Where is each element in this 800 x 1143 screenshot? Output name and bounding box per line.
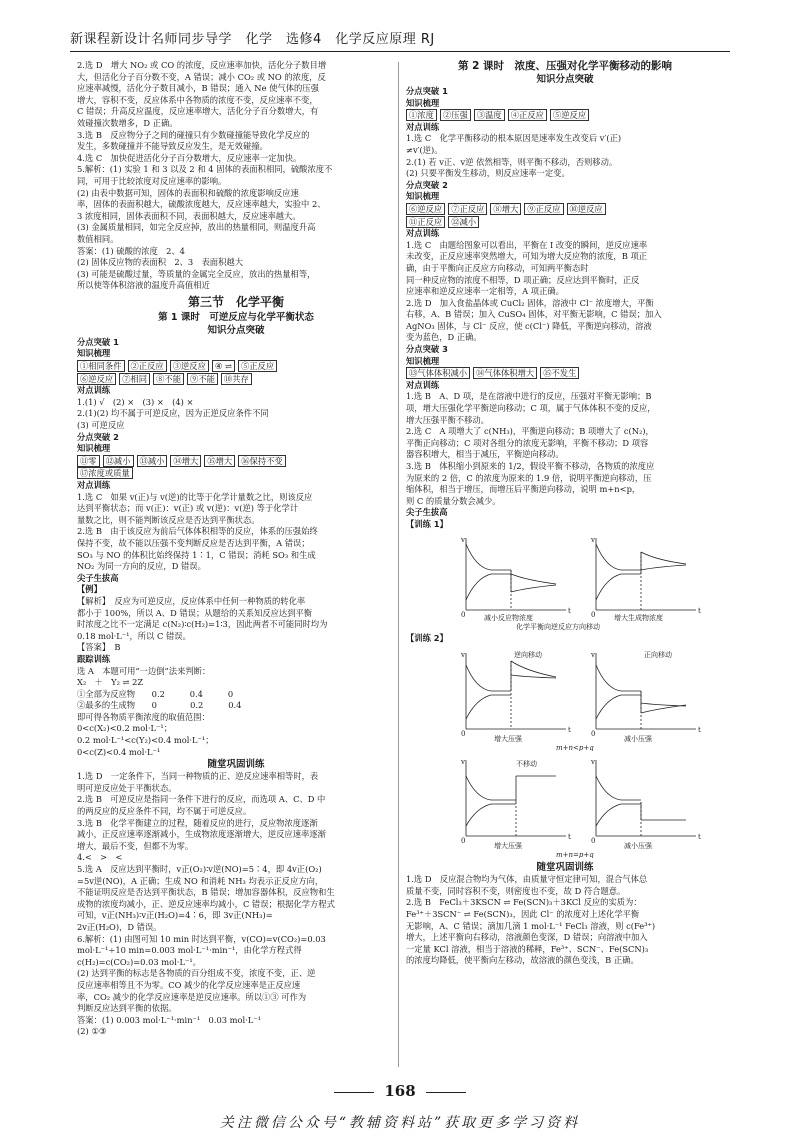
- fig2-top-a: 逆向移动: [514, 651, 542, 660]
- text-line: 则 C 的质量分数会减少。: [406, 495, 501, 506]
- text-line: (3) 金属质量相同，如完全反应掉，放出的热量相同，则温度升高: [77, 222, 316, 233]
- part2-train: [77, 492, 395, 573]
- r-part3-boxes: [406, 367, 724, 380]
- text-line: 项，增大压强化学平衡逆向移动；C 项，属于气体体积不变的反应，: [406, 403, 656, 414]
- text-line: 2.选 B 由于该反应为前后气体体积相等的反应，体系的压强始终: [77, 526, 318, 537]
- part2-train-title: 对点训练: [77, 480, 111, 490]
- text-line: (2) ①③: [77, 1026, 107, 1037]
- text-line: 右移，A、B 错误；加入 CuSO₄ 固体，对平衡无影响，C 错误；加入: [406, 309, 662, 320]
- text-line: 增大，最后不变，但都不为零。: [77, 840, 194, 851]
- text-line: C 错误；升高反应温度，反应速率增大，活化分子百分数增大，有: [77, 106, 319, 117]
- answer-box: ⑰浓度或质量: [77, 467, 133, 479]
- answer-box: ②压强: [440, 109, 471, 121]
- section-title: 第三节 化学平衡: [187, 294, 284, 309]
- text-line: 不能证明反应是否达到平衡状态，B 错误；增加容器体积，反应物和生: [77, 887, 335, 898]
- text-line: 达到平衡状态；而 v(正)：v(正) 或 v(逆)：v(逆) 等于化学计: [77, 503, 299, 514]
- fig3-axis-v-left: v: [461, 758, 465, 767]
- text-line: 答案：(1) 硫酸的浓度 2、4: [77, 245, 185, 256]
- text-line: 4.选 C 加快促进活化分子百分数增大，反应速率一定加快。: [77, 152, 302, 163]
- fig2-origin-right: 0: [591, 730, 596, 739]
- fig3-origin-right: 0: [591, 837, 596, 846]
- answer-box: ⑥逆反应: [406, 203, 445, 215]
- text-line: 一定量 KCl 溶液，相当于溶液的稀释，Fe³⁺、SCN⁻、Fe(SCN)₃: [406, 943, 649, 954]
- r-part3-comb: 知识梳理: [406, 355, 440, 366]
- text-line: 2.选 C A 项增大了 c(NH₃)，平衡逆向移动；B 项增大了 c(N₂)，: [406, 426, 654, 437]
- text-line: 增大，容积不变，反应体系中各物质的浓度不变，反应速率不变，: [77, 94, 318, 105]
- text-line: 大，但活化分子百分数不变，A 错误；减小 CO₂ 或 NO 的浓度，反: [77, 71, 326, 82]
- page-number: 168: [0, 1082, 800, 1100]
- top-student-title: 尖子生拔高: [77, 572, 119, 583]
- text-line: 率，固体的表面积越大，硫酸浓度越大，反应速率越大，实验中 2、: [77, 199, 326, 210]
- text-line: 1.(1) √ (2) × (3) × (4) ×: [77, 396, 194, 407]
- text-line: 1.选 C 化学平衡移动的根本原因是速率发生改变后 v′(正): [406, 133, 622, 144]
- answer-box: ①相同条件: [77, 360, 125, 372]
- text-line: 保持不变，故不能以压强不变判断反应是否达到平衡，A 错误；: [77, 537, 310, 548]
- answer-box: ⑮不发生: [540, 367, 579, 379]
- part1-title: 分点突破 1: [77, 336, 119, 347]
- fig2-caption: m+n<p+q: [556, 744, 594, 752]
- page-header: 新课程新设计名师同步导学 化学 选修4 化学反应原理 RJ: [70, 26, 730, 52]
- r-part1-title: 分点突破 1: [406, 86, 448, 96]
- answer-box: ⑩共存: [221, 373, 252, 385]
- part2-title: 分点突破 2: [77, 431, 119, 442]
- answer-box: ⑫减小: [448, 216, 479, 228]
- r-top-title: 尖子生拔高: [406, 507, 448, 518]
- fig2-axis-t-left: t: [568, 726, 571, 735]
- text-line: 1.选 C 如果 v(正)与 v(逆)的比等于化学计量数之比，则该反应: [77, 491, 313, 502]
- text-line: 变为蓝色，D 正确。: [406, 332, 482, 343]
- text-line: 1.选 B A、D 项，是在溶液中进行的反应，压强对平衡无影响；B: [406, 391, 652, 402]
- text-line: 无影响，A、C 错误；滴加几滴 1 mol·L⁻¹ FeCl₃ 溶液，则 c(Fe³⁺): [406, 920, 656, 931]
- consolidate-block: [77, 771, 395, 1038]
- text-line: 4.< > <: [77, 852, 123, 863]
- text-line: 1.选 D 反应混合物均为气体，由质量守恒定律可知，混合气体总: [406, 874, 648, 885]
- knowledge-title: 知识分点突破: [207, 324, 265, 336]
- example-label: 【例】: [77, 584, 102, 595]
- text-line: 质量不变，同时容积不变，则密度也不变，故 D 符合题意。: [406, 885, 626, 896]
- fig3-caption-b: 减小压强: [624, 842, 652, 851]
- answer-box: ⑭气体体积增大: [473, 367, 537, 379]
- lesson2-title: 第 2 课时 浓度、压强对化学平衡移动的影响: [457, 60, 673, 72]
- text-line: 选 A 本题可用“一边倒”法来判断：: [77, 665, 211, 676]
- fig1-caption-b: 增大生成物浓度: [614, 613, 663, 622]
- text-line: 0.18 mol·L⁻¹，所以 C 错误。: [77, 630, 191, 641]
- answer-box: ⑬气体体积减小: [406, 367, 470, 379]
- text-line: 应速率减慢，活化分子数目减小，B 错误；通入 Ne 使气体的压强: [77, 83, 319, 94]
- figure3-svg: [406, 754, 724, 858]
- answer-box: ④ ⇌: [212, 360, 235, 372]
- text-line: c(H₂)=c(CO₂)=0.03 mol·L⁻¹。: [77, 956, 201, 967]
- answer-box: ⑦正反应: [448, 203, 487, 215]
- text-line: 5.选 A 反应达到平衡时，v正(O₂)∶v逆(NO)=5∶4，即 4v正(O₂): [77, 864, 322, 874]
- text-line: 发生，多数碰撞并不能导致反应发生，是无效碰撞。: [77, 141, 268, 152]
- fig2-origin-left: 0: [461, 730, 466, 739]
- answer-box: ①浓度: [406, 109, 437, 121]
- text-line: 增大，上述平衡向右移动，溶液颜色变深，D 错误；向溶液中加入: [406, 932, 648, 943]
- r-part3-train: [406, 391, 724, 507]
- text-line: (2) 只要平衡发生移动，则反应速率一定变。: [406, 168, 570, 179]
- part2-boxes-row1: [77, 455, 395, 468]
- answer-box: ④正反应: [508, 109, 547, 121]
- text-line: ≠v′(逆)。: [406, 144, 443, 155]
- text-line: 反应速率相等且不为零。CO 减少的化学反应速率是正反应速: [77, 979, 301, 990]
- text-line: 1.选 C 由题给图象可以看出，平衡在 I 改变的瞬间，逆反应速率: [406, 239, 648, 250]
- text-line: 3.选 B 体积缩小到原来的 1/2，假设平衡不移动，各物质的浓度应: [406, 461, 655, 471]
- answer-box: ③逆反应: [170, 360, 209, 372]
- answer-box: ⑤正反应: [238, 360, 277, 372]
- figure-training1: [406, 534, 724, 630]
- answer-box: ⑯保持不变: [238, 455, 286, 467]
- answer-box: ⑪零: [77, 455, 100, 467]
- text-line: 量数之比，则不能判断该反应是否达到平衡状态。: [77, 514, 260, 525]
- text-line: SO₃ 与 NO 的体积比始终保持 1∶1，C 错误；消耗 SO₃ 和生成: [77, 549, 316, 560]
- text-line: 答案：(1) 0.003 mol·L⁻¹·min⁻¹ 0.03 mol·L⁻¹: [77, 1014, 262, 1025]
- text-line: 即可得各物质平衡浓度的取值范围：: [77, 711, 210, 722]
- figure-training2-b: [406, 754, 724, 858]
- answer-box: ⑮增大: [204, 455, 235, 467]
- answer-box: ⑪正反应: [406, 216, 445, 228]
- knowledge-title-2: 知识分点突破: [536, 74, 594, 85]
- r-part1-boxes: [406, 109, 724, 122]
- text-line: 同，可用于比较浓度对反应速率的影响。: [77, 175, 227, 186]
- example-block: [77, 596, 395, 654]
- text-line: 器容积增大，相当于减压，平衡逆向移动。: [406, 449, 564, 460]
- answer-box: ⑩逆反应: [567, 203, 606, 215]
- text-line: 2v正(H₂O)，D 错误。: [77, 921, 162, 932]
- text-line: 未改变，正反应速率突然增大，可知为增大反应物的浓度，B 项正: [406, 251, 648, 262]
- r-part2-comb: 知识梳理: [406, 191, 440, 202]
- text-line: 【答案】 B: [77, 642, 121, 653]
- answer-box: ②正反应: [128, 360, 167, 372]
- text-line: NO₂ 为同一方向的反应，D 错误。: [77, 561, 206, 572]
- lesson-title: 第 1 课时 可逆反应与化学平衡状态: [158, 311, 314, 323]
- fig2-caption-a: 增大压强: [494, 735, 522, 744]
- consolidate-title: 随堂巩固训练: [207, 759, 265, 771]
- text-line: AgNO₃ 固体，与 Cl⁻ 反应，使 c(Cl⁻) 降低，平衡逆向移动，溶液: [406, 320, 652, 331]
- training1-label: 【训练 1】: [406, 518, 448, 529]
- r-part2-boxes-row2: [406, 216, 724, 229]
- text-line: 5.解析：(1) 实验 1 和 3 以及 2 和 4 固体的表面积相同，硫酸浓度不: [77, 164, 333, 175]
- text-line: 率，CO₂ 减少的化学反应速率是逆反应速率。所以①③ 可作为: [77, 991, 307, 1002]
- text-line: X₂ ＋ Y₂ ⇌ 2Z: [77, 677, 144, 688]
- text-line: Fe³⁺＋3SCN⁻ ⇌ Fe(SCN)₃，因此 Cl⁻ 的浓度对上述化学平衡: [406, 908, 640, 919]
- part1-train-title: 对点训练: [77, 385, 111, 396]
- text-line: 3 浓度相同，固体表面积不同，表面积越大，反应速率越大。: [77, 210, 301, 221]
- text-line: 时浓度之比不一定满足 c(N₂)∶c(H₂)=1∶3，因此两者不可能同时均为: [77, 619, 328, 630]
- text-line: 2.选 B 可逆反应是指同一条件下进行的反应，而选项 A、C、D 中: [77, 794, 326, 805]
- text-line: 增大压强平衡不移动。: [406, 414, 489, 425]
- text-line: 效碰撞次数增多，D 正确。: [77, 117, 178, 128]
- r-part1-train-title: 对点训练: [406, 121, 440, 132]
- text-line: 确，由于平衡向正反应方向移动，可知两平衡态时: [406, 262, 589, 273]
- answer-box: ⑬减小: [137, 455, 168, 467]
- r-part2-title: 分点突破 2: [406, 179, 448, 190]
- r-part2-train-title: 对点训练: [406, 228, 440, 239]
- part2-comb: 知识梳理: [77, 443, 111, 454]
- r-part2-train: [406, 240, 724, 344]
- text-line: (3) 可逆反应: [77, 420, 125, 431]
- part1-boxes-row2: [77, 373, 395, 386]
- text-line: 的两反应的反应条件不同，均不属于可逆反应。: [77, 806, 252, 817]
- figure1-svg: [406, 534, 724, 630]
- text-line: 的浓度均降低，使平衡向左移动，故溶液的颜色变浅，B 正确。: [406, 955, 639, 966]
- answer-box: ⑦相同: [119, 373, 150, 385]
- r-part3-train-title: 对点训练: [406, 379, 440, 390]
- part1-train: [77, 397, 395, 432]
- text-line: 为原来的 2 倍，C 的浓度为原来的 1.9 倍，说明平衡逆向移动，压: [406, 472, 652, 483]
- text-line: 应速率和逆反应速率一定相等，A 项正确。: [406, 286, 564, 297]
- text-line: 平衡正向移动；C 项对各组分的浓度无影响，平衡不移动；D 项容: [406, 437, 649, 448]
- text-line: 都小于 100%，所以 A、D 错误；从题给的关系知反应达到平衡: [77, 607, 313, 618]
- text-line: 2.选 B FeCl₃＋3KSCN ⇌ Fe(SCN)₃＋3KCl 反应的实质为：: [406, 897, 642, 908]
- part2-boxes-row2: [77, 467, 395, 480]
- text-line: ②最多的生成物 0 0.2 0.4: [77, 700, 242, 711]
- text-line: (2) 达到平衡的标志是各物质的百分组成不变，浓度不变，正、逆: [77, 968, 316, 979]
- r-consolidate-title: 随堂巩固训练: [536, 862, 594, 874]
- text-line: 3.选 B 反应物分子之间的碰撞只有少数碰撞能导致化学反应的: [77, 129, 310, 140]
- text-line: =5v逆(NO)，A 正确；生成 NO 和消耗 NH₃ 均表示正反应方向，: [77, 875, 324, 886]
- text-line: 0.2 mol·L⁻¹<c(Y₂)<0.4 mol·L⁻¹；: [77, 735, 214, 746]
- left-column: [77, 60, 395, 1038]
- fig3-top: 不移动: [516, 760, 537, 769]
- training2-label: 【训练 2】: [406, 632, 448, 643]
- text-line: (2) 固体反应物的表面积 2、3 表面积越大: [77, 257, 243, 268]
- text-line: 0<c(X₂)<0.2 mol·L⁻¹；: [77, 723, 173, 734]
- part1-boxes-row1: [77, 360, 395, 373]
- fig3-axis-t-left: t: [568, 833, 571, 842]
- text-line: 2.选 D 加入食盐晶体或 CuCl₂ 固体，溶液中 Cl⁻ 浓度增大，平衡: [406, 297, 654, 308]
- fig1-caption-a: 减小反应物浓度: [484, 613, 533, 622]
- fig1-caption: 化学平衡向逆反应方向移动: [516, 622, 600, 630]
- text-line: 2.选 D 增大 NO₂ 或 CO 的浓度，反应速率加快，活化分子数目增: [77, 60, 327, 70]
- text-line: 成物的浓度均减小，正、逆反应速率均减小，C 错误；根据化学方程式: [77, 898, 335, 909]
- fig2-axis-v-left: v: [461, 651, 465, 660]
- text-line: 所以使等体积溶液的温度升高值相近: [77, 280, 210, 291]
- fig1-axis-v-left: v: [461, 535, 465, 544]
- text-line: 同一种反应物的浓度不相等，D 项正确；反应达到平衡时，正反: [406, 274, 640, 285]
- text-line: 2.(1) 若 v正、v逆 依然相等，则平衡不移动，否则移动。: [406, 156, 618, 167]
- answer-box: ⑥逆反应: [77, 373, 116, 385]
- text-line: 3.选 B 化学平衡建立的过程，随着反应的进行，反应物浓度逐渐: [77, 817, 318, 828]
- figure2-svg: [406, 647, 724, 751]
- answer-box: ⑧增大: [490, 203, 521, 215]
- answer-box: ③温度: [474, 109, 505, 121]
- fig2-top-b: 正向移动: [644, 651, 672, 660]
- text-line: (3) 可能是硫酸过量，等质量的金属完全反应，放出的热量相等，: [77, 268, 316, 279]
- fig1-axis-v-right: v: [591, 535, 595, 544]
- text-line: 可知，v正(NH₃)∶v正(H₂O)=4∶6，即 3v正(NH₃)=: [77, 910, 273, 921]
- fig1-axis-t-right: t: [698, 606, 701, 615]
- fig2-axis-v-right: v: [591, 651, 595, 660]
- fig3-axis-t-right: t: [698, 833, 701, 842]
- r-part3-title: 分点突破 3: [406, 344, 448, 355]
- text-line: 【解析】 反应为可逆反应，反应体系中任何一种物质的转化率: [77, 595, 306, 606]
- r-part1-comb: 知识梳理: [406, 97, 440, 108]
- text-line: 0<c(Z)<0.4 mol·L⁻¹: [77, 746, 161, 757]
- r-part2-boxes-row1: [406, 203, 724, 216]
- answer-box: ⑨正反应: [524, 203, 563, 215]
- answer-box: ⑧不能: [153, 373, 184, 385]
- text-line: 明可逆反应处于平衡状态。: [77, 782, 177, 793]
- column-divider: [398, 62, 399, 1067]
- part1-comb: 知识梳理: [77, 348, 111, 359]
- fig1-origin-left: 0: [461, 610, 466, 619]
- text-line: 2.(1)(2) 均不属于可逆反应，因为正逆反应条件不同: [77, 408, 269, 419]
- fig3-origin-left: 0: [461, 837, 466, 846]
- text-line: (2) 由表中数据可知，固体的表面积和硫酸的浓度影响反应速: [77, 187, 299, 198]
- answer-box: ⑤逆反应: [550, 109, 589, 121]
- answer-block-previous: [77, 60, 395, 292]
- answer-box: ⑫减小: [103, 455, 134, 467]
- fig1-axis-t-left: t: [568, 606, 571, 615]
- fig1-origin-right: 0: [591, 610, 596, 619]
- fig3-caption: m+n=p+q: [556, 851, 594, 859]
- footer-note: 关注微信公众号“教辅资料站”获取更多学习资料: [219, 1115, 581, 1131]
- fig2-axis-t-right: t: [698, 726, 701, 735]
- r-consolidate-block: [406, 874, 724, 967]
- text-line: 减小，正反应速率逐渐减小，生成物浓度逐渐增大，逆反应速率逐渐: [77, 829, 326, 840]
- figure-training2-a: [406, 647, 724, 751]
- text-line: 判断反应达到平衡的依据。: [77, 1003, 177, 1014]
- right-column: [406, 60, 724, 967]
- r-part1-train: [406, 133, 724, 179]
- fig3-caption-a: 增大压强: [494, 842, 522, 851]
- text-line: 数值相同。: [77, 233, 119, 244]
- answer-box: ⑨不能: [187, 373, 218, 385]
- text-line: ①全部为反应物 0.2 0.4 0: [77, 688, 234, 699]
- text-line: 1.选 D 一定条件下，当同一种物质的正、逆反应速率相等时，表: [77, 771, 319, 782]
- fig3-axis-v-right: v: [591, 758, 595, 767]
- follow-block: [77, 666, 395, 759]
- text-line: 缩体积，相当于增压，而增压后平衡逆向移动，说明 m+n<p，: [406, 484, 641, 495]
- answer-box: ⑭增大: [170, 455, 201, 467]
- text-line: 6.解析：(1) 由图可知 10 min 时达到平衡，v(CO)=v(CO₂)=0.03: [77, 933, 326, 944]
- fig2-caption-b: 减小压强: [624, 735, 652, 744]
- text-line: mol·L⁻¹÷10 min=0.003 mol·L⁻¹·min⁻¹，由化学方程式得: [77, 945, 302, 956]
- follow-title: 跟踪训练: [77, 653, 111, 664]
